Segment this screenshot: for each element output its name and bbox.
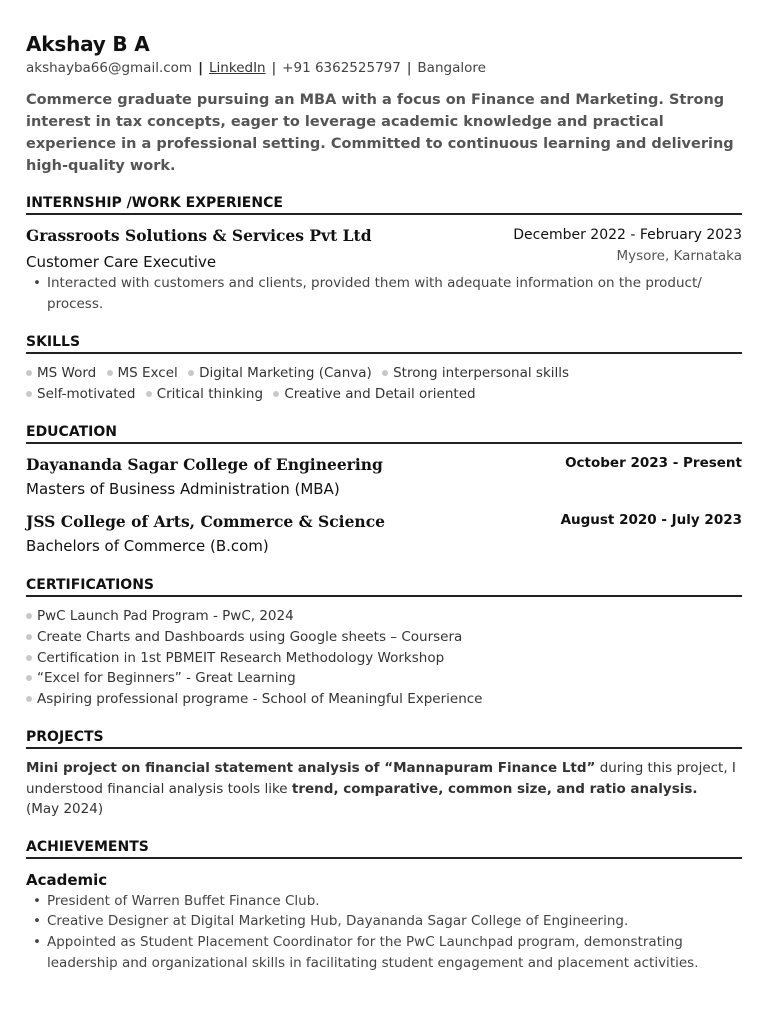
section-heading-projects: PROJECTS [26, 729, 104, 745]
bullet-dot-icon [107, 370, 113, 376]
contact-line [26, 60, 486, 76]
bullet-dot-icon [26, 696, 32, 702]
section-divider [26, 595, 742, 597]
experience-bullet-continuation: process. [47, 296, 104, 312]
linkedin-link[interactable]: LinkedIn [209, 60, 266, 76]
bullet-dot-icon [273, 391, 279, 397]
section-divider [26, 857, 742, 859]
bullet-dot-icon [26, 655, 32, 661]
summary-line: high-quality work. [26, 158, 176, 174]
skill-item: Strong interpersonal skills [393, 365, 570, 381]
job-role: Customer Care Executive [26, 253, 217, 271]
school-name: Dayananda Sagar College of Engineering [26, 455, 383, 474]
candidate-name: Akshay B A [26, 32, 150, 56]
bullet-dot-icon [26, 391, 32, 397]
summary-line: experience in a professional setting. Committed to continuous learning and delivering [26, 136, 734, 152]
certification-item: Certification in 1st PBMEIT Research Methodology Workshop [26, 650, 444, 666]
certification-item: Create Charts and Dashboards using Google sheets – Coursera [26, 629, 462, 645]
bullet-dot-icon [146, 391, 152, 397]
summary [26, 89, 736, 177]
project-line: Mini project on financial statement analysis of “Mannapuram Finance Ltd” during this project, I [26, 760, 736, 776]
skills-row [26, 365, 569, 381]
section-divider [26, 747, 742, 749]
degree-name: Masters of Business Administration (MBA) [26, 480, 340, 498]
education-dates: October 2023 - Present [565, 455, 742, 471]
section-heading-achievements: ACHIEVEMENTS [26, 839, 149, 855]
achievements-subheading: Academic [26, 871, 108, 889]
separator: | [271, 60, 277, 76]
summary-line: interest in tax concepts, eager to leverage academic knowledge and practical [26, 114, 664, 130]
degree-name: Bachelors of Commerce (B.com) [26, 537, 269, 555]
bullet-dot-icon [26, 370, 32, 376]
bullet-dot-icon [26, 634, 32, 640]
project-date: (May 2024) [26, 801, 104, 817]
company-name: Grassroots Solutions & Services Pvt Ltd [26, 226, 372, 245]
section-divider [26, 442, 742, 444]
certification-item: “Excel for Beginners” - Great Learning [26, 670, 296, 686]
section-divider [26, 352, 742, 354]
bullet-dot-icon [188, 370, 194, 376]
summary-line: Commerce graduate pursuing an MBA with a focus on Finance and Marketing. Strong [26, 92, 725, 108]
job-location: Mysore, Karnataka [616, 248, 742, 264]
city: Bangalore [417, 60, 486, 76]
skill-item: Digital Marketing (Canva) [199, 365, 372, 381]
skill-item: Critical thinking [156, 386, 264, 402]
school-name: JSS College of Arts, Commerce & Science [26, 512, 385, 531]
achievement-item-continuation: leadership and organizational skills in facilitating student engagement and placement activities. [47, 955, 699, 971]
section-heading-skills: SKILLS [26, 334, 81, 350]
skills-row [26, 386, 476, 402]
achievement-item: • Creative Designer at Digital Marketing Hub, Dayananda Sagar College of Engineering. [33, 913, 629, 929]
skill-item: MS Excel [117, 365, 178, 381]
certification-item: PwC Launch Pad Program - PwC, 2024 [26, 608, 294, 624]
bullet-dot-icon [382, 370, 388, 376]
bullet-dot-icon [26, 613, 32, 619]
certification-item: Aspiring professional programe - School of Meaningful Experience [26, 691, 483, 707]
achievement-item: • Appointed as Student Placement Coordinator for the PwC Launchpad program, demonstrating [33, 934, 683, 950]
section-heading-education: EDUCATION [26, 424, 117, 440]
section-heading-certifications: CERTIFICATIONS [26, 577, 155, 593]
experience-dates: December 2022 - February 2023 [513, 227, 742, 243]
separator: | [198, 60, 204, 76]
skill-item: Self-motivated [37, 386, 136, 402]
bullet-dot-icon [26, 675, 32, 681]
project-line: understood financial analysis tools like trend, comparative, common size, and ratio analysis. [26, 781, 698, 797]
skill-item: Creative and Detail oriented [284, 386, 476, 402]
section-divider [26, 213, 742, 215]
phone-number: +91 6362525797 [282, 60, 401, 76]
skill-item: MS Word [37, 365, 97, 381]
achievement-item: • President of Warren Buffet Finance Club. [33, 893, 320, 909]
experience-bullet: • Interacted with customers and clients, provided them with adequate information on the product/ [33, 275, 702, 291]
email-link[interactable]: akshayba66@gmail.com [26, 60, 193, 76]
separator: | [406, 60, 412, 76]
education-dates: August 2020 - July 2023 [560, 512, 742, 528]
section-heading-experience: INTERNSHIP /WORK EXPERIENCE [26, 195, 283, 211]
